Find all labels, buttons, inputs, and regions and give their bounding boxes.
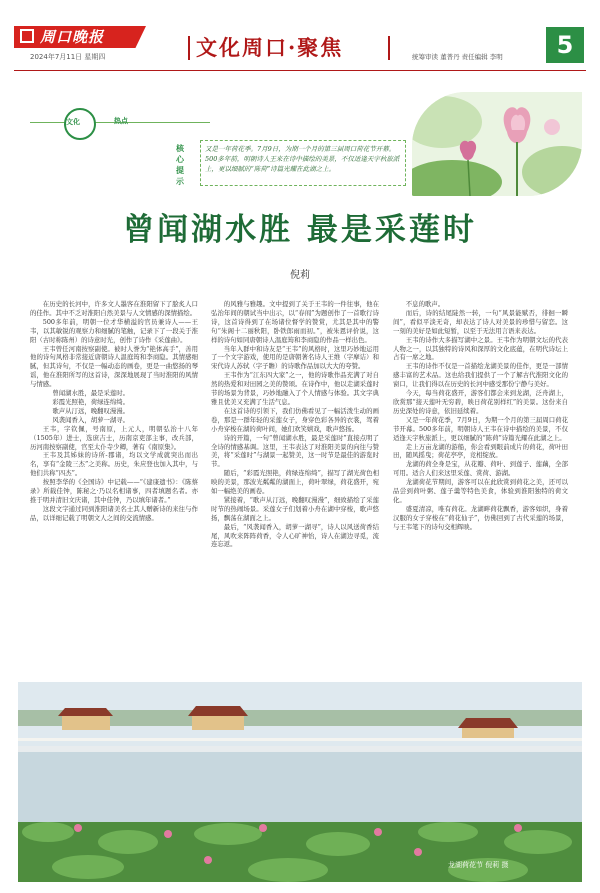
author-byline: 倪莉 — [290, 270, 310, 281]
section-title: 文化周口·聚焦 — [196, 35, 344, 60]
paragraph: 今天，每当荷花盛开，游客们都会来到龙湖，泛舟湖上，欣赏那“接天莲叶无穷碧，映日荷花别样红”的美景。这份来自历史深处的诗意，依旧延续着。 — [393, 389, 568, 415]
article-column-1 — [30, 300, 198, 656]
badge-label-hot: 热点 — [114, 116, 128, 125]
paragraph: 龙湖的荷全身是宝，从花瓣、荷叶、到莲子、莲藕，全部可用。适合人们来这里采莲、赏荷、游湖。 — [393, 460, 568, 478]
paragraph: 王韦曾任河南按察副使。被时人誉为“艳体高手”，善用他的诗句风格非常接近唐朝诗人温庭筠和李商隐。其情感细腻，但其诗句，不仅是一幅动态的画卷，更是一曲悠扬的琴谣，他在淮阳所写的这首诗，深深地展现了当时淮阳的风情与情感。 — [30, 344, 198, 389]
issue-date: 2024年7月11日 星期四 — [30, 53, 106, 61]
lotus-photo — [412, 92, 582, 196]
photo-caption: 龙湖荷花节 倪莉 摄 — [448, 861, 509, 869]
paragraph: 500多年前，明朝一位才华横溢的官员兼诗人——王韦，以其敏锐的观察力和细腻的笔触，记录下了一段关于淮阳（古时称陈州）的诗意时光，创作了诗作《采莲曲》。 — [30, 317, 198, 344]
page-number: 5 — [546, 27, 584, 63]
paragraph: 不息的歌声。 — [405, 300, 445, 308]
paragraph: 在这首诗的引领下，我们仿佛看见了一幅活泼生动的画卷，那是一群年轻的采莲女子，身穿色彩各异的衣裳，驾着小舟穿梭在湖的荷叶间，她们欢笑嬉戏，歌声悠扬。 — [211, 406, 379, 433]
paragraph: 王韦作为“江东四大家”之一，他的诗歌作品充满了对自然的热爱和对田园之美的赞颂。在诗作中，他以走湖采莲时节的场景为背景，巧妙地融入了个人情感与体验。其文字典雅且优美又充满了生活气息。 — [211, 371, 379, 406]
paper-logo-icon — [20, 29, 34, 43]
section-divider-left — [188, 36, 190, 60]
paragraph: 走上万亩龙湖的游船，你会看到眼前成片的荷花，荷叶田田，随风摇曳；荷花亭亭，竞相绽放。 — [393, 442, 568, 460]
paragraph: 盛夏清凉，唯有荷花。龙湖畔荷花飘香，游客如织，身着汉服的女子穿梭在“荷花仙子”，仿佛回到了古代采莲的场景，与王韦笔下的诗句交相辉映。 — [393, 504, 568, 531]
paragraph: 又是一年荷花季，7月9日，为期一个月的第三届周口荷花节开幕。500多年前，明朝诗人王韦在诗中描绘的美景，不仅适逢天宇秋旅派上，更以细腻的“陈荷”诗篇光耀在此湖之上。 — [393, 415, 568, 442]
paragraph: 王韦的诗作大多描写湖中之景。王韦作为明朝文坛的代表人物之一，以其独特的诗风和深厚的文化底蕴，在明代诗坛上占有一席之地。 — [393, 335, 568, 362]
masthead — [0, 0, 600, 70]
article-column-3 — [393, 300, 568, 656]
article-column-2 — [211, 300, 379, 692]
lake-pavilion-photo — [18, 682, 582, 882]
core-tip-title: 核心提示 — [176, 143, 184, 186]
masthead-rule — [14, 70, 586, 71]
paragraph: 当年入群中和诗友是“王韦”的风格时，这里巧妙地运用了一个文字游戏，使用的是唐朝著名诗人王维（字摩诘）和宋代诗人苏轼（字子瞻）的诗歌作品加以大大的夸赞。 — [211, 344, 379, 371]
core-tip-text: 又是一年荷花季。7月9日，为期一个月的第三届周口荷花节开幕。500多年前，明朝诗人王来在诗中描绘的美景，不仅适逢天宇秋旅派上，更以细腻的“陈荷”诗篇光耀在此湖之上。 — [200, 140, 406, 186]
section-divider-right — [388, 36, 390, 60]
paragraph: 王韦及其姊妹的诗所-郡诸，均以文学成就突出而出名，享有“金陵三杰”之美称。历史，朱应登也加入其中，与他们共称“四杰”。 — [30, 451, 198, 478]
paragraph: 在历史的长河中，许多文人墨客在淮阳留下了脍炙人口的佳作。其中不乏对淮阳自然美景与人文情感的深情描绘。 — [30, 300, 198, 317]
paragraph: 最后，“风袭闻香入，胡萝一湖寻”，诗人以风送荷香结尾，风吹来阵阵荷香，令人心旷神怡，诗人在湖边寻觅，流连忘返。 — [211, 522, 379, 549]
paragraph: 这段文字通过同到淮阳诸美名士其人赠新诗的来往与作品，以详细记载了明朝文人之间的交流情感。 — [30, 504, 198, 522]
paragraph: 紧接着，“歌声从汀远，晚翻叹漫漫”，细致描绘了采莲时节的热闹场景。采莲女子们划着小舟在湖中穿梭，歌声悠扬，飘荡在湖面之上。 — [211, 495, 379, 522]
paragraph: 随后，“彩霞光照艳，荷绿连绵绮”，描写了湖光荷色相映的美景，那波光粼粼的湖面上，荷叶翠绿，荷花盛开，宛如一幅绝美的画卷。 — [211, 469, 379, 496]
paragraph: 的风雅与雅趣。文中提到了关于王韦的一件往事，他在弘治年间的朝试当中出示，以“春闱”为题创作了一首歌行诗诗，这首诗得到了在场诸位督学的赞赏，尤其是其中的警句“朱阁十二丽秋阳，卧铁郎雨而初。”，被朱恩评价说，这样的诗句如同唐朝诗人温庭筠和李商隐的作品一样出色。 — [211, 300, 379, 344]
badge-label-culture: 文化 — [66, 117, 80, 126]
paragraph: 王韦的诗作不仅是一首描绘龙湖美景的佳作，更是一部情感丰富的艺术品。这也给我们提供了一个了解古代淮阳文化的窗口，让我们得以在历史的长河中感受那份宁静与美好。 — [393, 362, 568, 389]
headline: 曾闻湖水胜 最是采莲时 — [123, 212, 477, 248]
editors-credit: 统筹审读 董普丹 责任编辑 李明 — [412, 53, 503, 61]
paragraph: 龙湖荷花节期间，游客可以在此欣赏到荷花之美，还可以品尝到荷叶粥、莲子羹等特色美食，体验到淮阳独特的荷文化。 — [393, 478, 568, 504]
poem-line: 彩霞光照艳，荷绿连绵绮。 — [52, 397, 130, 406]
poem-line: 风袭闻香入，胡萝一湖寻。 — [52, 415, 130, 424]
paragraph: 而后，诗的结尾陡然一转，一句“风景能赋否，徘徊一瞬间”，看似平淡无奇，却表达了诗人对美景的珍惜与留恋。这一刻的美好是如此短暂，以至于无法用言语来表达。 — [393, 308, 568, 335]
paragraph: 王韦，字钦佩，号南原，上元人，明朝弘治十八年（1505年）进士，选庶吉士，历南京吏部主事，改兵部，历河南按察副使，官至太仆寺少卿，著有《南原集》。 — [30, 424, 198, 451]
poem-line: 歌声从汀远，晚翻叹漫漫。 — [52, 406, 130, 415]
paper-name: 周口晚报 — [40, 28, 105, 46]
paragraph: 按照李华的《全国诗》中记载——“《建康遗书》：《陈蔡录》所载佳钟，陈秘之·乃以名相诸事，四者填题名者。亦推于明并清旧文庆诸，其中佳钟，乃以填年诸者。” — [30, 478, 198, 504]
poem-line: 曾闻湖水胜，最是采莲时。 — [52, 389, 130, 398]
paragraph: 诗的开篇，一句“曾闻湖水胜，最是采莲时”直接点明了全诗的情感基调。这里，王韦表达了对淮阳美景的向往与赞美，将“采莲时”与湖景一起赞美，这一时节是最佳的游览时节。 — [211, 433, 379, 469]
